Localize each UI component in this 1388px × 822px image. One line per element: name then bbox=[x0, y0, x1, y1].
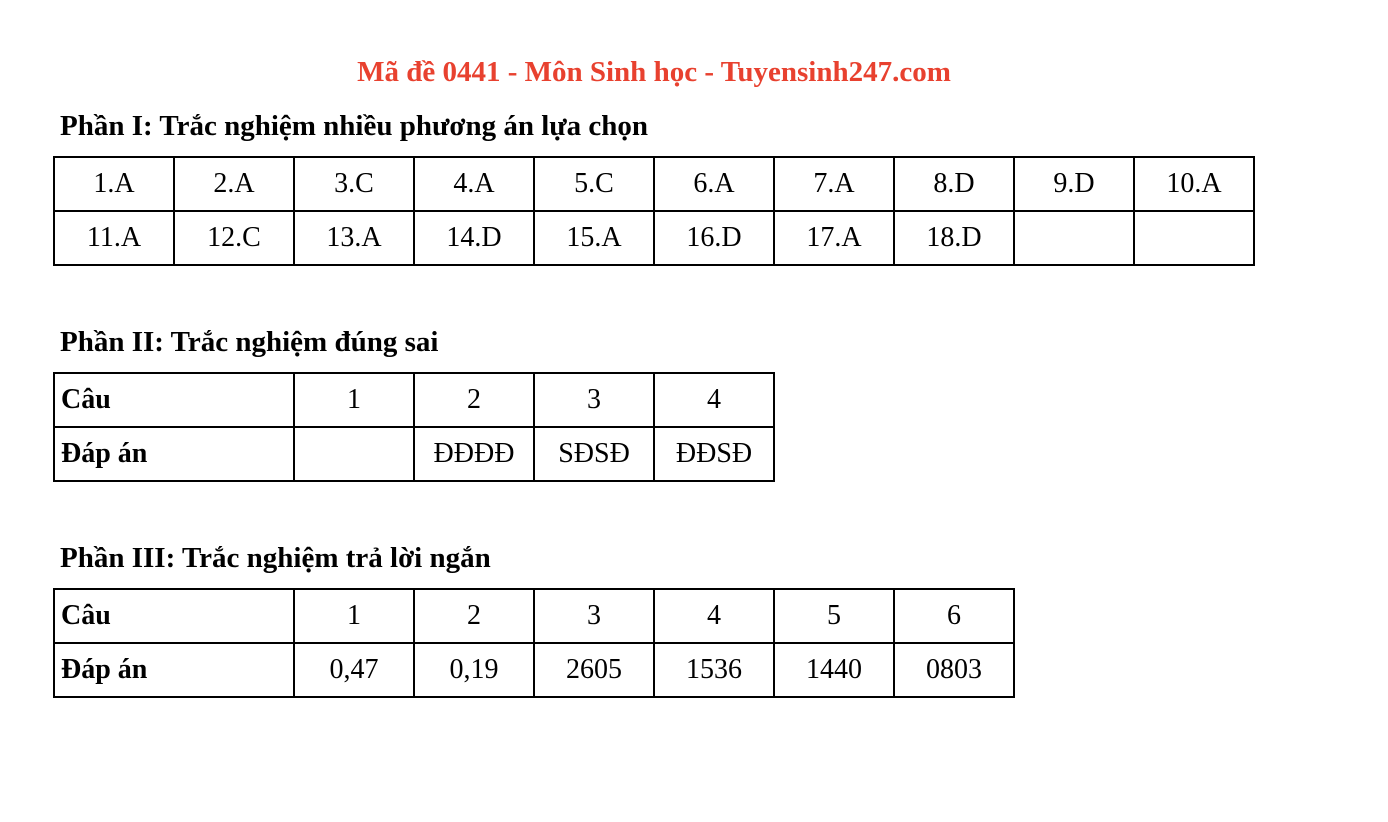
answer-cell: 10.A bbox=[1134, 157, 1254, 211]
row-label-cau: Câu bbox=[54, 373, 294, 427]
part3-answer-table bbox=[53, 588, 1015, 698]
answer-cell: 13.A bbox=[294, 211, 414, 265]
question-number: 1 bbox=[294, 373, 414, 427]
answer-cell: 18.D bbox=[894, 211, 1014, 265]
answer-cell: 11.A bbox=[54, 211, 174, 265]
answer-cell: ĐĐĐĐ bbox=[414, 427, 534, 481]
answer-cell: 1536 bbox=[654, 643, 774, 697]
answer-cell: 8.D bbox=[894, 157, 1014, 211]
answer-cell: 3.C bbox=[294, 157, 414, 211]
part3-heading: Phần III: Trắc nghiệm trả lời ngắn bbox=[60, 542, 491, 574]
row-label-cau: Câu bbox=[54, 589, 294, 643]
answer-cell: 0803 bbox=[894, 643, 1014, 697]
question-number: 6 bbox=[894, 589, 1014, 643]
answer-cell: ĐĐSĐ bbox=[654, 427, 774, 481]
answer-cell: 7.A bbox=[774, 157, 894, 211]
answer-cell: 1.A bbox=[54, 157, 174, 211]
part1-heading: Phần I: Trắc nghiệm nhiều phương án lựa chọn bbox=[60, 110, 649, 142]
answer-cell: 17.A bbox=[774, 211, 894, 265]
answer-cell: 14.D bbox=[414, 211, 534, 265]
answer-cell bbox=[1134, 211, 1254, 265]
answer-cell: 6.A bbox=[654, 157, 774, 211]
answer-cell: 0,19 bbox=[414, 643, 534, 697]
answer-cell: 2.A bbox=[174, 157, 294, 211]
answer-cell: 2605 bbox=[534, 643, 654, 697]
table-row bbox=[54, 589, 1014, 643]
table-row bbox=[54, 427, 774, 481]
answer-cell bbox=[294, 427, 414, 481]
part2-heading: Phần II: Trắc nghiệm đúng sai bbox=[60, 326, 439, 358]
answer-cell: 4.A bbox=[414, 157, 534, 211]
table-row bbox=[54, 643, 1014, 697]
part2-answer-table bbox=[53, 372, 775, 482]
row-label-dap-an: Đáp án bbox=[54, 427, 294, 481]
answer-cell: 1440 bbox=[774, 643, 894, 697]
answer-cell: 15.A bbox=[534, 211, 654, 265]
answer-cell: 16.D bbox=[654, 211, 774, 265]
question-number: 4 bbox=[654, 373, 774, 427]
question-number: 4 bbox=[654, 589, 774, 643]
row-label-dap-an: Đáp án bbox=[54, 643, 294, 697]
table-row bbox=[54, 211, 1254, 265]
answer-cell: 5.C bbox=[534, 157, 654, 211]
answer-cell: SĐSĐ bbox=[534, 427, 654, 481]
answer-cell: 0,47 bbox=[294, 643, 414, 697]
table-row bbox=[54, 373, 774, 427]
answer-cell bbox=[1014, 211, 1134, 265]
question-number: 3 bbox=[534, 589, 654, 643]
page-title: Mã đề 0441 - Môn Sinh học - Tuyensinh247.com bbox=[357, 56, 951, 88]
question-number: 2 bbox=[414, 373, 534, 427]
question-number: 2 bbox=[414, 589, 534, 643]
question-number: 5 bbox=[774, 589, 894, 643]
table-row bbox=[54, 157, 1254, 211]
answer-cell: 9.D bbox=[1014, 157, 1134, 211]
question-number: 3 bbox=[534, 373, 654, 427]
question-number: 1 bbox=[294, 589, 414, 643]
part1-answer-table bbox=[53, 156, 1255, 266]
answer-cell: 12.C bbox=[174, 211, 294, 265]
